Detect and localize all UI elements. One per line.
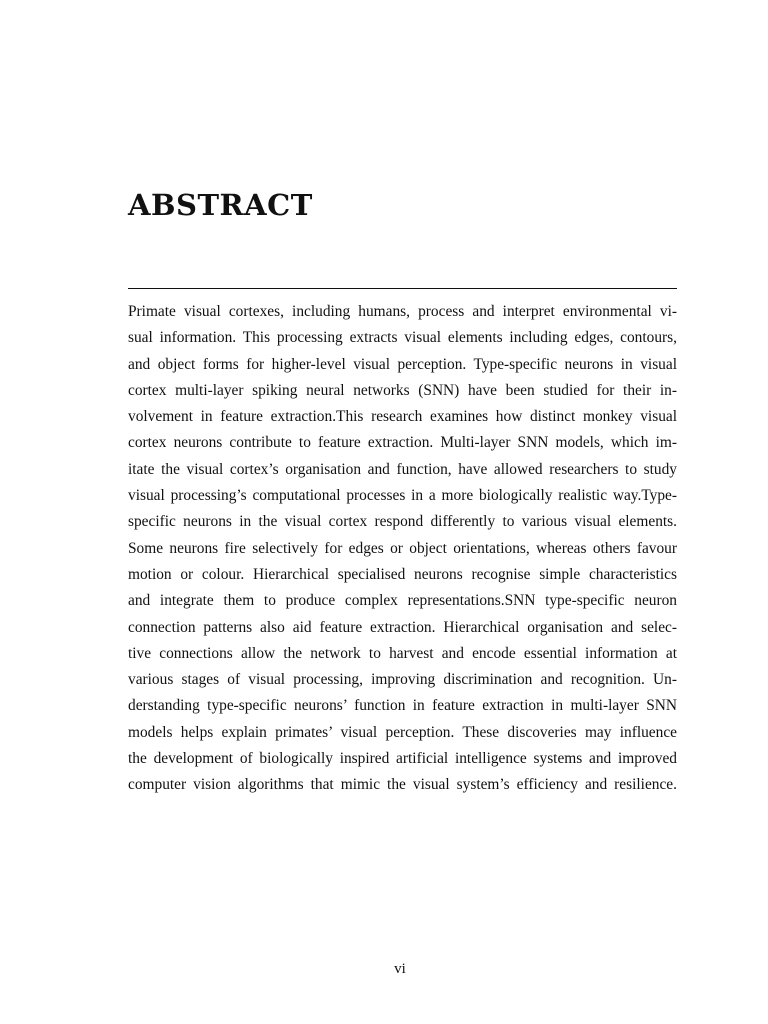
abstract-body — [128, 299, 677, 799]
abstract-line: motion or colour. Hierarchical specialised neurons recognise simple characteristics — [128, 565, 677, 583]
abstract-line: cortex neurons contribute to feature extraction. Multi-layer SNN models, which im- — [128, 434, 677, 452]
abstract-line: specific neurons in the visual cortex respond differently to various visual elements. — [128, 513, 677, 531]
abstract-line: visual processing’s computational processes in a more biologically realistic way.Type- — [128, 487, 677, 505]
abstract-line: various stages of visual processing, improving discrimination and recognition. Un- — [128, 671, 677, 689]
abstract-line: derstanding type-specific neurons’ function in feature extraction in multi-layer SNN — [128, 697, 677, 715]
abstract-line: itate the visual cortex’s organisation and function, have allowed researchers to study — [128, 460, 677, 478]
abstract-heading: ABSTRACT — [128, 188, 313, 222]
abstract-line: volvement in feature extraction.This research examines how distinct monkey visual — [128, 408, 677, 426]
page-number: vi — [394, 961, 406, 977]
abstract-line: Some neurons fire selectively for edges or object orientations, whereas others favour — [128, 539, 677, 557]
heading-rule — [128, 288, 677, 289]
abstract-line: and integrate them to produce complex representations.SNN type-specific neuron — [128, 592, 677, 610]
abstract-line: Primate visual cortexes, including humans, process and interpret environmental vi- — [128, 303, 677, 320]
abstract-line: cortex multi-layer spiking neural networks (SNN) have been studied for their in- — [128, 381, 677, 399]
abstract-line: models helps explain primates’ visual perception. These discoveries may influence — [128, 723, 677, 741]
abstract-line: the development of biologically inspired artificial intelligence systems and improved — [128, 750, 677, 768]
abstract-line: computer vision algorithms that mimic the visual system’s efficiency and resilience. — [128, 776, 677, 794]
abstract-line: connection patterns also aid feature extraction. Hierarchical organisation and selec- — [128, 618, 677, 636]
abstract-line: sual information. This processing extracts visual elements including edges, contours, — [128, 329, 677, 347]
abstract-line: and object forms for higher-level visual perception. Type-specific neurons in visual — [128, 355, 677, 373]
abstract-line: tive connections allow the network to harvest and encode essential information at — [128, 644, 677, 662]
